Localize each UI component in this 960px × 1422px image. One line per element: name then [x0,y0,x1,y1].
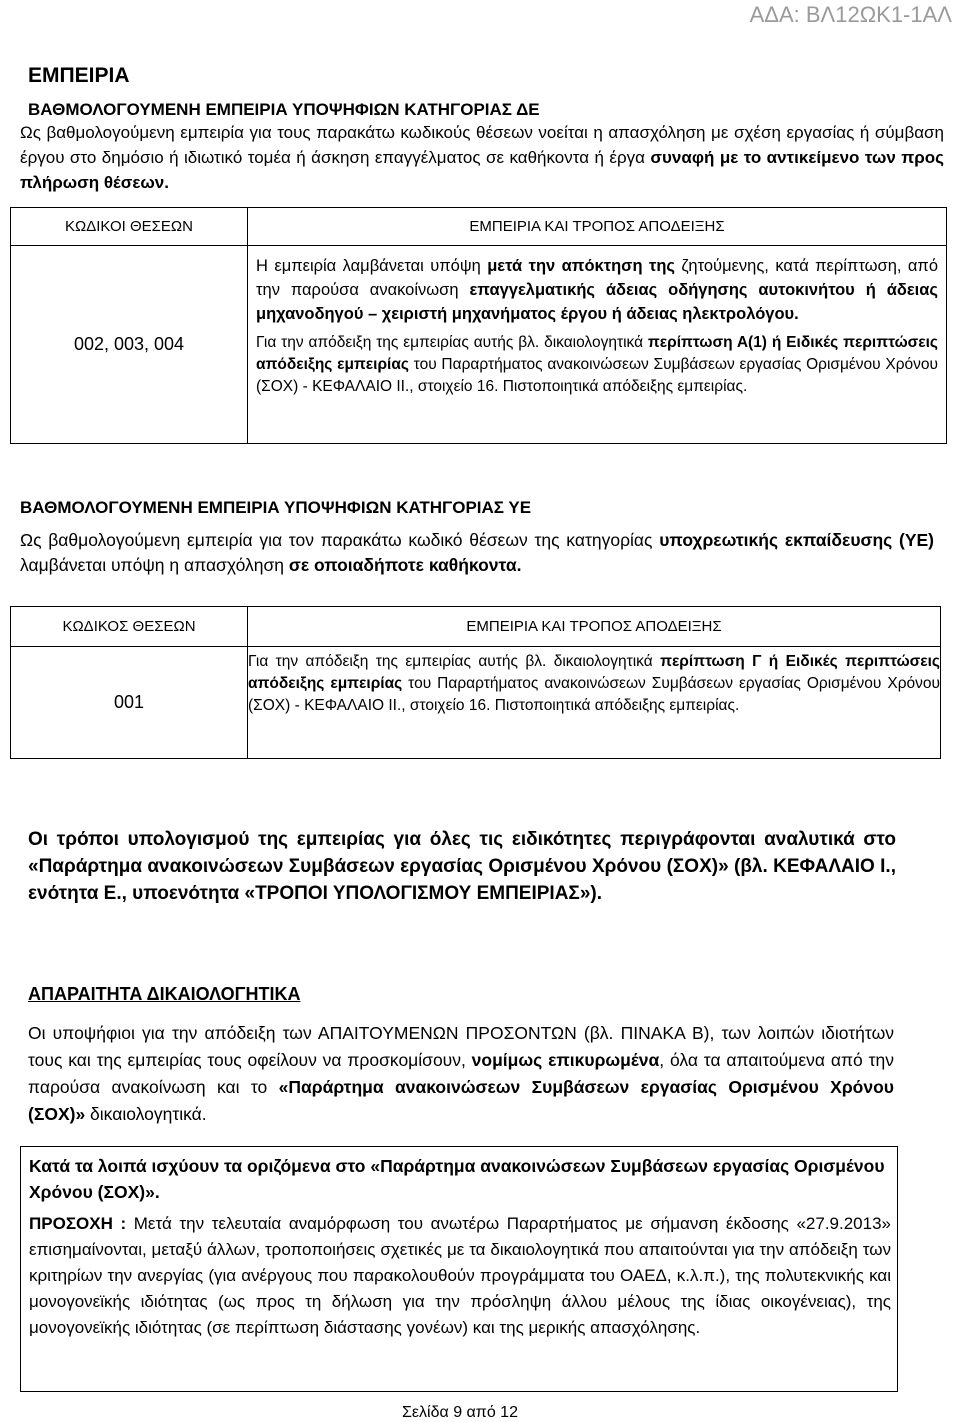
proof-text-1: Για την απόδειξη της εμπειρίας αυτής βλ. δικαιολογητικά [256,334,648,351]
ye-intro-text-1: Ως βαθμολογούμενη εμπειρία για τον παρακάτω κωδικό θέσεων της κατηγορίας [20,530,660,550]
de-experience-table [10,207,947,444]
de-intro-paragraph [20,120,944,195]
required-documents-heading: ΑΠΑΡΑΙΤΗΤΑ ΔΙΚΑΙΟΛΟΓΗΤΙΚΑ [28,984,301,1004]
req-text-2: , όλα τα απαιτούμενα από την παρούσα ανακοίνωση και το [28,1050,894,1097]
ye-intro-bold-2: σε οποιαδήποτε καθήκοντα. [288,555,522,575]
experience-description [248,647,941,759]
desc-text-2: ζητούμενης, κατά περίπτωση, από την παρούσα ανακοίνωση [256,257,938,299]
ye-experience-table [10,606,941,759]
de-intro-text: Ως βαθμολογούμενη εμπειρία για τους παρακάτω κωδικούς θέσεων νοείται η απασχόληση με σχέση εργασίας ή σύμβαση έργου στο δημόσιο ή ιδιωτικό τομέα ή άσκηση επαγγέλματος σε καθήκοντα ή έργα [20,123,944,167]
experience-description [248,246,947,444]
desc-bold-1: μετά την απόκτηση της [487,257,675,275]
desc-bold-2: επαγγελματικής άδειας οδήγησης αυτοκινήτου ή άδειας μηχανοδηγού – χειριστή μηχανήματος έργου ή άδειας ηλεκτρολόγου. [256,281,938,323]
attention-text: Μετά την τελευταία αναμόρφωση του ανωτέρω Παραρτήματος με σήμανση έκδοσης «27.9.2013» επισημαίνονται, μεταξύ άλλων, τροποποιήσεις σχετικές με τα δικαιολογητικά που απαιτούνται για την απόδειξη των κριτηρίων την ανεργίας (για ανέργους που παρακολουθούν προγράμματα του ΟΑΕΔ, κ.λ.π.), της πολυτεκνικής και μονογονεϊκής ιδιότητας (ως προς τη δήλωση για την πρόσληψη άλλου μέλους της ίδιας οικογένειας), της μονογονεϊκής ιδιότητας (σε περίπτωση διάστασης γονέων) και της μερικής απασχόλησης. [29,1214,892,1337]
section-title: ΕΜΠΕΙΡΙΑ [28,64,130,87]
experience-column-header: ΕΜΠΕΙΡΙΑ ΚΑΙ ΤΡΟΠΟΣ ΑΠΟΔΕΙΞΗΣ [248,208,947,246]
proof-text-2: του Παραρτήματος ανακοινώσεων Συμβάσεων εργασίας Ορισμένου Χρόνου (ΣΟΧ) - ΚΕΦΑΛΑΙΟ ΙΙ., στοιχείο 16. Πιστοποιητικά απόδειξης εμπειρίας. [256,356,938,395]
experience-column-header: ΕΜΠΕΙΡΙΑ ΚΑΙ ΤΡΟΠΟΣ ΑΠΟΔΕΙΞΗΣ [248,607,941,647]
ye-experience-heading: ΒΑΘΜΟΛΟΓΟΥΜΕΝΗ ΕΜΠΕΙΡΙΑ ΥΠΟΨΗΦΙΩΝ ΚΑΤΗΓΟΡΙΑΣ ΥΕ [20,498,532,517]
notice-box [20,1146,898,1392]
de-intro-bold: συναφή με το αντικείμενο των προς πλήρωση θέσεων. [20,148,944,192]
required-documents-paragraph [28,1020,894,1128]
page-number: Σελίδα 9 από 12 [402,1404,518,1421]
ye-intro-paragraph [20,528,934,578]
table-row [11,647,941,759]
ye-intro-bold-1: υποχρεωτικής εκπαίδευσης (ΥΕ) [659,530,935,550]
document-id-header: ΑΔΑ: ΒΛ12ΩΚ1-1ΑΛ [749,2,952,27]
position-codes: 002, 003, 004 [11,246,248,444]
table-row [11,246,947,444]
proof-text-2: του Παραρτήματος ανακοινώσεων Συμβάσεων εργασίας Ορισμένου Χρόνου (ΣΟΧ) - ΚΕΦΑΛΑΙΟ ΙΙ., στοιχείο 16. Πιστοποιητικά απόδειξης εμπειρίας. [248,675,940,714]
req-bold-1: νομίμως επικυρωμένα [471,1050,660,1070]
calculation-note: Οι τρόποι υπολογισμού της εμπειρίας για όλες τις ειδικότητες περιγράφονται αναλυτικά στο «Παράρτημα ανακοινώσεων Συμβάσεων εργασίας Ορισμένου Χρόνου (ΣΟΧ)» (βλ. ΚΕΦΑΛΑΙΟ Ι., ενότητα Ε., υποενότητα «ΤΡΟΠΟΙ ΥΠΟΛΟΓΙΣΜΟΥ ΕΜΠΕΙΡΙΑΣ»). [28,829,896,904]
req-text-3: δικαιολογητικά. [85,1104,207,1124]
codes-column-header: ΚΩΔΙΚΟΙ ΘΕΣΕΩΝ [11,208,248,246]
table-header-row [11,208,947,246]
proof-bold: περίπτωση Α(1) ή Ειδικές περιπτώσεις απόδειξης εμπειρίας [256,334,938,373]
req-bold-2: «Παράρτημα ανακοινώσεων Συμβάσεων εργασίας Ορισμένου Χρόνου (ΣΟΧ)» [28,1077,894,1124]
ye-intro-text-2: λαμβάνεται υπόψη η απασχόληση [20,555,289,575]
position-code: 001 [11,647,248,759]
attention-paragraph [29,1211,891,1341]
de-experience-heading: ΒΑΘΜΟΛΟΓΟΥΜΕΝΗ ΕΜΠΕΙΡΙΑ ΥΠΟΨΗΦΙΩΝ ΚΑΤΗΓΟΡΙΑΣ ΔΕ [28,100,540,119]
attention-label: ΠΡΟΣΟΧΗ : [29,1214,127,1233]
proof-bold: περίπτωση Γ ή Ειδικές περιπτώσεις απόδειξης εμπειρίας [248,653,940,692]
desc-text-1: Η εμπειρία λαμβάνεται υπόψη [256,257,488,275]
notice-bold-text: Κατά τα λοιπά ισχύουν τα οριζόμενα στο «Παράρτημα ανακοινώσεων Συμβάσεων εργασίας Ορισμένου Χρόνου (ΣΟΧ)». [29,1156,885,1202]
table-header-row [11,607,941,647]
req-text-1: Οι υποψήφιοι για την απόδειξη των ΑΠΑΙΤΟΥΜΕΝΩΝ ΠΡΟΣΟΝΤΩΝ (βλ. ΠΙΝΑΚΑ Β), των λοιπών ιδιοτήτων τους και της εμπειρίας τους οφείλουν να προσκομίσουν, [28,1023,894,1070]
code-column-header: ΚΩΔΙΚΟΣ ΘΕΣΕΩΝ [11,607,248,647]
proof-text-1: Για την απόδειξη της εμπειρίας αυτής βλ. δικαιολογητικά [248,653,661,670]
